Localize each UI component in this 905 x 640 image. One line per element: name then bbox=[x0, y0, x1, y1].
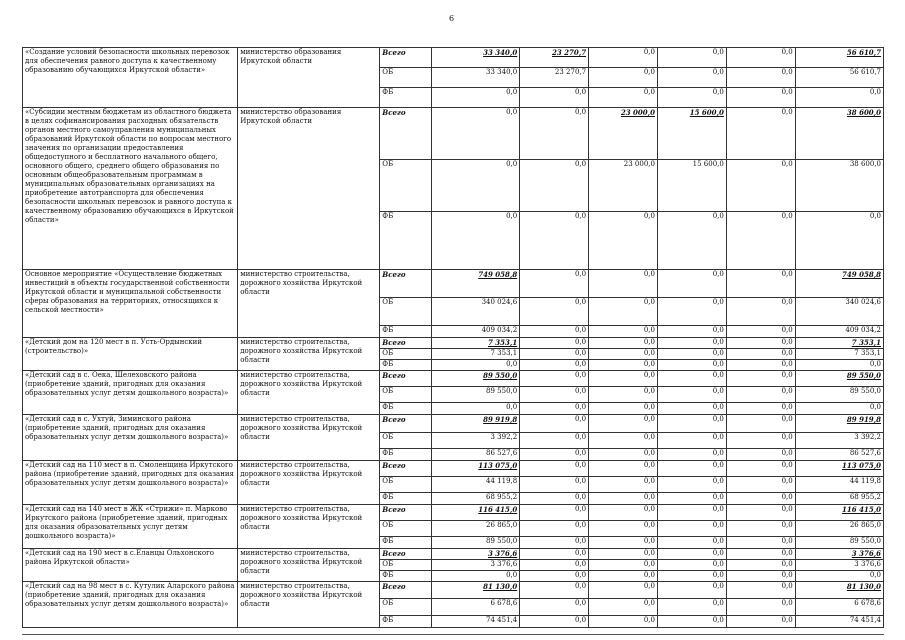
amount-cell: 0,0 bbox=[520, 493, 589, 505]
amount-cell: 0,0 bbox=[589, 371, 658, 387]
amount-cell: 0,0 bbox=[657, 403, 726, 415]
amount-cell: 0,0 bbox=[726, 387, 795, 403]
amount-cell: 0,0 bbox=[657, 461, 726, 477]
amount-cell: 0,0 bbox=[589, 68, 658, 88]
amount-cell: 0,0 bbox=[726, 537, 795, 549]
amount-cell: 0,0 bbox=[589, 477, 658, 493]
amount-cell: 0,0 bbox=[520, 616, 589, 628]
measure-name: Основное мероприятие «Осуществление бюджетных инвестиций в объекты государственной собственности Иркутской области и муниципальной собственности сферы образования на территориях, относящихся к сельской местности» bbox=[23, 270, 238, 338]
amount-cell: 33 340,0 bbox=[431, 68, 519, 88]
funding-source: ФБ bbox=[380, 403, 432, 415]
executor: министерство строительства, дорожного хозяйства Иркутской области bbox=[238, 371, 380, 415]
amount-cell: 81 130,0 bbox=[431, 582, 519, 599]
amount-cell: 0,0 bbox=[589, 298, 658, 326]
amount-cell: 0,0 bbox=[589, 582, 658, 599]
amount-cell: 0,0 bbox=[520, 571, 589, 582]
amount-cell: 0,0 bbox=[657, 68, 726, 88]
table-row bbox=[23, 415, 884, 433]
funding-source: ФБ bbox=[380, 571, 432, 582]
amount-cell: 23 270,7 bbox=[520, 68, 589, 88]
amount-cell: 0,0 bbox=[657, 560, 726, 571]
funding-source: ОБ bbox=[380, 160, 432, 212]
executor: министерство строительства, дорожного хозяйства Иркутской области bbox=[238, 549, 380, 582]
funding-source: ОБ bbox=[380, 433, 432, 449]
amount-cell: 0,0 bbox=[726, 415, 795, 433]
amount-cell: 0,0 bbox=[520, 326, 589, 338]
amount-cell: 0,0 bbox=[726, 360, 795, 371]
amount-cell: 0,0 bbox=[726, 461, 795, 477]
amount-cell: 0,0 bbox=[589, 338, 658, 349]
amount-cell: 0,0 bbox=[431, 212, 519, 270]
amount-cell: 7 353,1 bbox=[795, 349, 883, 360]
amount-cell: 0,0 bbox=[657, 505, 726, 521]
amount-cell: 0,0 bbox=[726, 160, 795, 212]
amount-cell: 0,0 bbox=[520, 360, 589, 371]
amount-cell: 0,0 bbox=[657, 477, 726, 493]
amount-cell: 26 865,0 bbox=[795, 521, 883, 537]
amount-cell: 68 955,2 bbox=[431, 493, 519, 505]
measure-name: «Детский сад в с. Ухтуй, Зиминского района (приобретение зданий, пригодных для оказания образовательных услуг детям дошкольного возраста)» bbox=[23, 415, 238, 461]
funding-source: Всего bbox=[380, 270, 432, 298]
amount-cell: 0,0 bbox=[431, 88, 519, 108]
amount-cell: 749 058,8 bbox=[431, 270, 519, 298]
amount-cell: 0,0 bbox=[520, 298, 589, 326]
amount-cell: 0,0 bbox=[589, 599, 658, 616]
amount-cell: 33 340,0 bbox=[431, 48, 519, 68]
amount-cell: 0,0 bbox=[589, 571, 658, 582]
executor: министерство образования Иркутской области bbox=[238, 108, 380, 270]
amount-cell: 0,0 bbox=[520, 449, 589, 461]
amount-cell: 340 024,6 bbox=[795, 298, 883, 326]
amount-cell: 0,0 bbox=[657, 449, 726, 461]
amount-cell: 3 392,2 bbox=[431, 433, 519, 449]
funding-source: ОБ bbox=[380, 298, 432, 326]
amount-cell: 0,0 bbox=[657, 415, 726, 433]
amount-cell: 0,0 bbox=[726, 599, 795, 616]
amount-cell: 0,0 bbox=[657, 48, 726, 68]
amount-cell: 0,0 bbox=[726, 88, 795, 108]
amount-cell: 74 451,4 bbox=[431, 616, 519, 628]
amount-cell: 0,0 bbox=[589, 521, 658, 537]
amount-cell: 0,0 bbox=[589, 349, 658, 360]
amount-cell: 0,0 bbox=[589, 403, 658, 415]
amount-cell: 0,0 bbox=[520, 371, 589, 387]
amount-cell: 0,0 bbox=[520, 461, 589, 477]
amount-cell: 0,0 bbox=[431, 108, 519, 160]
budget-table bbox=[22, 47, 884, 628]
measure-name: «Детский дом на 120 мест в п. Усть-Ордынский (строительство)» bbox=[23, 338, 238, 371]
measure-name: «Детский сад на 98 мест в с. Кутулик Аларского района (приобретение зданий, пригодных для оказания образовательных услуг детям дошкольного возраста)» bbox=[23, 582, 238, 628]
executor: министерство строительства, дорожного хозяйства Иркутской области bbox=[238, 415, 380, 461]
amount-cell: 0,0 bbox=[589, 48, 658, 68]
amount-cell: 0,0 bbox=[431, 160, 519, 212]
amount-cell: 340 024,6 bbox=[431, 298, 519, 326]
amount-cell: 0,0 bbox=[520, 338, 589, 349]
amount-cell: 7 353,1 bbox=[431, 349, 519, 360]
amount-cell: 0,0 bbox=[589, 493, 658, 505]
amount-cell: 0,0 bbox=[520, 387, 589, 403]
amount-cell: 0,0 bbox=[520, 160, 589, 212]
amount-cell: 89 550,0 bbox=[431, 387, 519, 403]
amount-cell: 0,0 bbox=[657, 582, 726, 599]
amount-cell: 81 130,0 bbox=[795, 582, 883, 599]
amount-cell: 23 270,7 bbox=[520, 48, 589, 68]
amount-cell: 0,0 bbox=[726, 505, 795, 521]
amount-cell: 0,0 bbox=[520, 477, 589, 493]
amount-cell: 0,0 bbox=[520, 549, 589, 560]
amount-cell: 0,0 bbox=[589, 433, 658, 449]
funding-source: Всего bbox=[380, 582, 432, 599]
amount-cell: 0,0 bbox=[726, 433, 795, 449]
amount-cell: 0,0 bbox=[431, 403, 519, 415]
amount-cell: 0,0 bbox=[589, 461, 658, 477]
amount-cell: 0,0 bbox=[795, 88, 883, 108]
amount-cell: 0,0 bbox=[589, 616, 658, 628]
amount-cell: 0,0 bbox=[726, 68, 795, 88]
measure-name: «Детский сад на 140 мест в ЖК «Стрижи» п. Марково Иркутского района (приобретение зданий, пригодных для оказания образовательных услуг детям дошкольного возраста)» bbox=[23, 505, 238, 549]
amount-cell: 0,0 bbox=[657, 549, 726, 560]
table-row bbox=[23, 108, 884, 160]
amount-cell: 0,0 bbox=[520, 270, 589, 298]
funding-source: Всего bbox=[380, 415, 432, 433]
amount-cell: 0,0 bbox=[657, 360, 726, 371]
amount-cell: 0,0 bbox=[520, 212, 589, 270]
measure-name: «Детский сад на 110 мест в п. Смоленщина Иркутского района (приобретение зданий, пригодных для оказания образовательных услуг детям дошкольного возраста)» bbox=[23, 461, 238, 505]
amount-cell: 0,0 bbox=[520, 505, 589, 521]
amount-cell: 0,0 bbox=[589, 560, 658, 571]
amount-cell: 15 600,0 bbox=[657, 160, 726, 212]
amount-cell: 0,0 bbox=[657, 387, 726, 403]
amount-cell: 0,0 bbox=[795, 403, 883, 415]
amount-cell: 0,0 bbox=[726, 571, 795, 582]
amount-cell: 0,0 bbox=[520, 88, 589, 108]
amount-cell: 0,0 bbox=[726, 349, 795, 360]
amount-cell: 0,0 bbox=[726, 48, 795, 68]
funding-source: ОБ bbox=[380, 599, 432, 616]
funding-source: ФБ bbox=[380, 326, 432, 338]
amount-cell: 3 376,6 bbox=[431, 560, 519, 571]
amount-cell: 7 353,1 bbox=[795, 338, 883, 349]
funding-source: ФБ bbox=[380, 212, 432, 270]
amount-cell: 0,0 bbox=[726, 403, 795, 415]
funding-source: ФБ bbox=[380, 449, 432, 461]
amount-cell: 0,0 bbox=[520, 415, 589, 433]
amount-cell: 116 415,0 bbox=[795, 505, 883, 521]
page-number: 6 bbox=[449, 14, 455, 23]
amount-cell: 0,0 bbox=[520, 108, 589, 160]
funding-source: ФБ bbox=[380, 88, 432, 108]
amount-cell: 0,0 bbox=[589, 549, 658, 560]
amount-cell: 89 550,0 bbox=[795, 387, 883, 403]
amount-cell: 0,0 bbox=[520, 599, 589, 616]
amount-cell: 74 451,4 bbox=[795, 616, 883, 628]
amount-cell: 44 119,8 bbox=[431, 477, 519, 493]
amount-cell: 0,0 bbox=[589, 415, 658, 433]
amount-cell: 0,0 bbox=[589, 360, 658, 371]
funding-source: Всего bbox=[380, 48, 432, 68]
amount-cell: 89 919,8 bbox=[431, 415, 519, 433]
amount-cell: 23 000,0 bbox=[589, 160, 658, 212]
amount-cell: 0,0 bbox=[520, 403, 589, 415]
amount-cell: 0,0 bbox=[726, 212, 795, 270]
executor: министерство строительства, дорожного хозяйства Иркутской области bbox=[238, 270, 380, 338]
amount-cell: 0,0 bbox=[657, 493, 726, 505]
amount-cell: 0,0 bbox=[589, 270, 658, 298]
amount-cell: 0,0 bbox=[520, 582, 589, 599]
amount-cell: 0,0 bbox=[657, 349, 726, 360]
amount-cell: 89 550,0 bbox=[431, 371, 519, 387]
funding-source: ОБ bbox=[380, 477, 432, 493]
funding-source: ФБ bbox=[380, 616, 432, 628]
amount-cell: 0,0 bbox=[657, 616, 726, 628]
amount-cell: 86 527,6 bbox=[795, 449, 883, 461]
funding-source: ОБ bbox=[380, 349, 432, 360]
amount-cell: 15 600,0 bbox=[657, 108, 726, 160]
measure-name: «Детский сад на 190 мест в с.Еланцы Ольхонского района Иркутской области» bbox=[23, 549, 238, 582]
amount-cell: 0,0 bbox=[520, 521, 589, 537]
funding-source: ОБ bbox=[380, 521, 432, 537]
table-row bbox=[23, 270, 884, 298]
measure-name: «Создание условий безопасности школьных перевозок для обеспечения равного доступа к качественному образованию обучающихся Иркутской области» bbox=[23, 48, 238, 108]
executor: министерство строительства, дорожного хозяйства Иркутской области bbox=[238, 461, 380, 505]
amount-cell: 0,0 bbox=[657, 599, 726, 616]
amount-cell: 56 610,7 bbox=[795, 68, 883, 88]
amount-cell: 3 376,6 bbox=[431, 549, 519, 560]
amount-cell: 0,0 bbox=[589, 212, 658, 270]
measure-name: «Субсидии местным бюджетам из областного бюджета в целях софинансирования расходных обязательств органов местного самоуправления муниципальных образований Иркутской области по вопросам местного значения по организации предоставления общедоступного и бесплатного начального общего, основного общего, среднего общего образования по основным общеобразовательным программам в муниципальных образовательных организациях на приобретение автотранспорта для обеспечения безопасности школьных перевозок и равного доступа к качественному образованию обучающихся в Иркутской области» bbox=[23, 108, 238, 270]
amount-cell: 0,0 bbox=[657, 371, 726, 387]
amount-cell: 23 000,0 bbox=[589, 108, 658, 160]
amount-cell: 409 034,2 bbox=[795, 326, 883, 338]
amount-cell: 38 600,0 bbox=[795, 160, 883, 212]
table-row bbox=[23, 549, 884, 560]
funding-source: Всего bbox=[380, 108, 432, 160]
funding-source: Всего bbox=[380, 461, 432, 477]
amount-cell: 0,0 bbox=[520, 349, 589, 360]
amount-cell: 0,0 bbox=[657, 270, 726, 298]
amount-cell: 0,0 bbox=[795, 571, 883, 582]
table-row bbox=[23, 338, 884, 349]
amount-cell: 3 376,6 bbox=[795, 549, 883, 560]
measure-name: «Детский сад в с. Оека, Шелеховского района (приобретение зданий, пригодных для оказания образовательных услуг детям дошкольного возраста)» bbox=[23, 371, 238, 415]
amount-cell: 3 392,2 bbox=[795, 433, 883, 449]
amount-cell: 0,0 bbox=[795, 360, 883, 371]
amount-cell: 113 075,0 bbox=[431, 461, 519, 477]
amount-cell: 0,0 bbox=[657, 338, 726, 349]
amount-cell: 68 955,2 bbox=[795, 493, 883, 505]
amount-cell: 89 550,0 bbox=[795, 371, 883, 387]
amount-cell: 0,0 bbox=[589, 537, 658, 549]
table-row bbox=[23, 505, 884, 521]
amount-cell: 0,0 bbox=[657, 326, 726, 338]
amount-cell: 116 415,0 bbox=[431, 505, 519, 521]
amount-cell: 113 075,0 bbox=[795, 461, 883, 477]
table-body bbox=[23, 48, 884, 628]
amount-cell: 0,0 bbox=[726, 549, 795, 560]
amount-cell: 26 865,0 bbox=[431, 521, 519, 537]
amount-cell: 86 527,6 bbox=[431, 449, 519, 461]
amount-cell: 89 550,0 bbox=[431, 537, 519, 549]
amount-cell: 0,0 bbox=[726, 298, 795, 326]
executor: министерство образования Иркутской области bbox=[238, 48, 380, 108]
amount-cell: 0,0 bbox=[431, 360, 519, 371]
amount-cell: 0,0 bbox=[520, 537, 589, 549]
amount-cell: 749 058,8 bbox=[795, 270, 883, 298]
amount-cell: 0,0 bbox=[657, 571, 726, 582]
funding-source: ФБ bbox=[380, 360, 432, 371]
executor: министерство строительства, дорожного хозяйства Иркутской области bbox=[238, 582, 380, 628]
amount-cell: 0,0 bbox=[657, 298, 726, 326]
funding-source: Всего bbox=[380, 549, 432, 560]
amount-cell: 0,0 bbox=[657, 537, 726, 549]
funding-source: ФБ bbox=[380, 493, 432, 505]
amount-cell: 0,0 bbox=[589, 387, 658, 403]
amount-cell: 0,0 bbox=[589, 505, 658, 521]
amount-cell: 0,0 bbox=[726, 338, 795, 349]
amount-cell: 0,0 bbox=[520, 560, 589, 571]
amount-cell: 0,0 bbox=[795, 212, 883, 270]
amount-cell: 0,0 bbox=[657, 521, 726, 537]
table-row bbox=[23, 48, 884, 68]
funding-source: Всего bbox=[380, 338, 432, 349]
amount-cell: 0,0 bbox=[726, 521, 795, 537]
amount-cell: 6 678,6 bbox=[431, 599, 519, 616]
amount-cell: 3 376,6 bbox=[795, 560, 883, 571]
amount-cell: 44 119,8 bbox=[795, 477, 883, 493]
page-bottom-rule bbox=[22, 634, 884, 635]
amount-cell: 38 600,0 bbox=[795, 108, 883, 160]
funding-source: Всего bbox=[380, 371, 432, 387]
table-row bbox=[23, 461, 884, 477]
amount-cell: 0,0 bbox=[589, 326, 658, 338]
amount-cell: 0,0 bbox=[589, 449, 658, 461]
funding-source: ОБ bbox=[380, 387, 432, 403]
funding-source: ОБ bbox=[380, 560, 432, 571]
amount-cell: 0,0 bbox=[657, 433, 726, 449]
amount-cell: 0,0 bbox=[726, 582, 795, 599]
amount-cell: 409 034,2 bbox=[431, 326, 519, 338]
table-row bbox=[23, 582, 884, 599]
amount-cell: 56 610,7 bbox=[795, 48, 883, 68]
amount-cell: 0,0 bbox=[657, 212, 726, 270]
amount-cell: 6 678,6 bbox=[795, 599, 883, 616]
amount-cell: 89 919,8 bbox=[795, 415, 883, 433]
amount-cell: 0,0 bbox=[726, 108, 795, 160]
amount-cell: 0,0 bbox=[726, 477, 795, 493]
executor: министерство строительства, дорожного хозяйства Иркутской области bbox=[238, 338, 380, 371]
funding-source: ФБ bbox=[380, 537, 432, 549]
amount-cell: 0,0 bbox=[726, 560, 795, 571]
amount-cell: 0,0 bbox=[520, 433, 589, 449]
amount-cell: 0,0 bbox=[726, 449, 795, 461]
table-row bbox=[23, 371, 884, 387]
funding-source: Всего bbox=[380, 505, 432, 521]
amount-cell: 89 550,0 bbox=[795, 537, 883, 549]
amount-cell: 7 353,1 bbox=[431, 338, 519, 349]
amount-cell: 0,0 bbox=[657, 88, 726, 108]
amount-cell: 0,0 bbox=[589, 88, 658, 108]
amount-cell: 0,0 bbox=[726, 371, 795, 387]
executor: министерство строительства, дорожного хозяйства Иркутской области bbox=[238, 505, 380, 549]
funding-source: ОБ bbox=[380, 68, 432, 88]
amount-cell: 0,0 bbox=[726, 270, 795, 298]
amount-cell: 0,0 bbox=[726, 616, 795, 628]
amount-cell: 0,0 bbox=[726, 493, 795, 505]
amount-cell: 0,0 bbox=[726, 326, 795, 338]
amount-cell: 0,0 bbox=[431, 571, 519, 582]
